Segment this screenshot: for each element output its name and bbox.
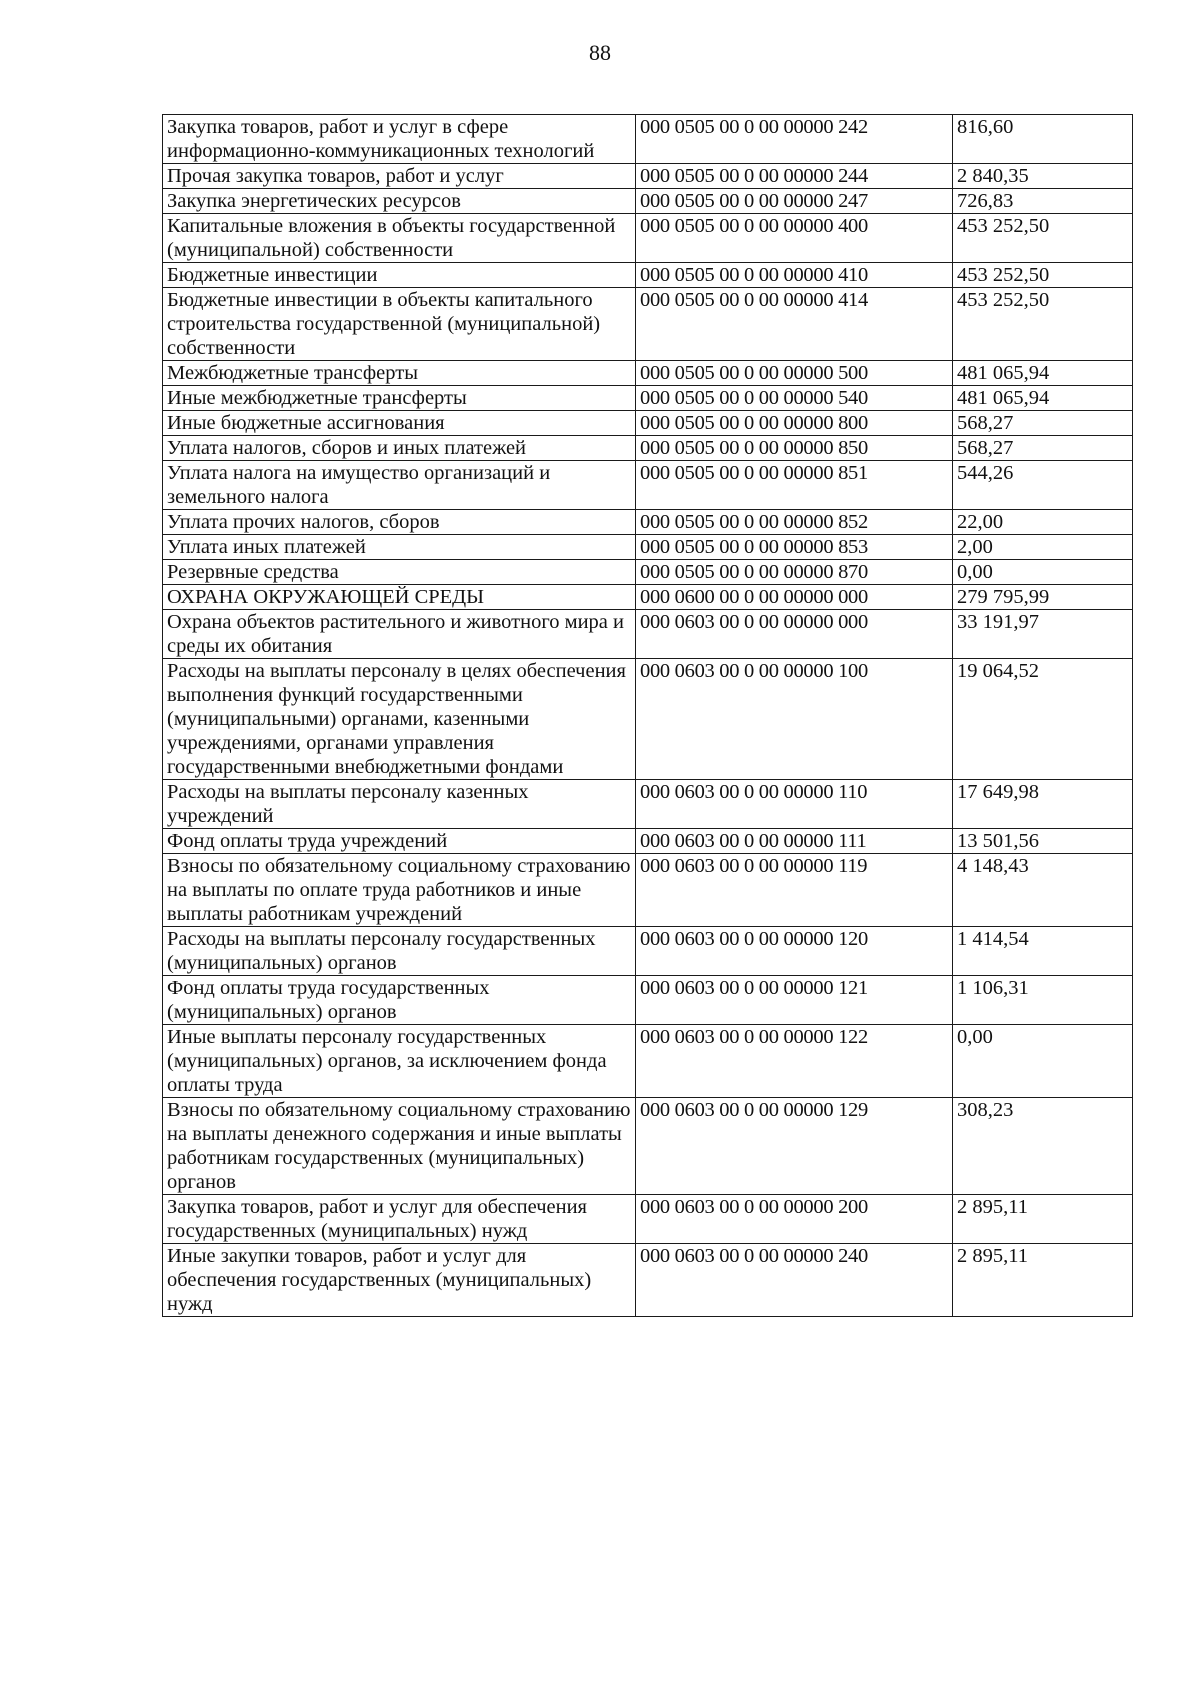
row-code-cell: 000 0505 00 0 00 00000 540 (636, 386, 953, 411)
row-name-cell: Расходы на выплаты персоналу казенных учреждений (163, 780, 636, 829)
row-name-cell: Уплата иных платежей (163, 535, 636, 560)
table-row (163, 1195, 1133, 1244)
row-amount-cell: 1 414,54 (953, 927, 1133, 976)
row-name-cell: Закупка товаров, работ и услуг для обеспечения государственных (муниципальных) нужд (163, 1195, 636, 1244)
row-code-cell: 000 0505 00 0 00 00000 500 (636, 361, 953, 386)
table-row (163, 560, 1133, 585)
row-code-cell: 000 0505 00 0 00 00000 400 (636, 214, 953, 263)
table-row (163, 214, 1133, 263)
row-code-cell: 000 0505 00 0 00 00000 410 (636, 263, 953, 288)
row-code-cell: 000 0603 00 0 00 00000 000 (636, 610, 953, 659)
row-name-cell: Расходы на выплаты персоналу государственных (муниципальных) органов (163, 927, 636, 976)
budget-table (162, 114, 1133, 1317)
row-code-cell: 000 0603 00 0 00 00000 122 (636, 1025, 953, 1098)
page-number: 88 (589, 40, 611, 65)
table-row (163, 263, 1133, 288)
row-code-cell: 000 0505 00 0 00 00000 850 (636, 436, 953, 461)
row-amount-cell: 481 065,94 (953, 361, 1133, 386)
table-row (163, 610, 1133, 659)
row-name-cell: Взносы по обязательному социальному страхованию на выплаты денежного содержания и иные выплаты работникам государственных (муниципальных) органов (163, 1098, 636, 1195)
row-code-cell: 000 0603 00 0 00 00000 110 (636, 780, 953, 829)
row-amount-cell: 568,27 (953, 411, 1133, 436)
budget-table-body (163, 115, 1133, 1317)
table-row (163, 510, 1133, 535)
table-row (163, 386, 1133, 411)
row-code-cell: 000 0603 00 0 00 00000 129 (636, 1098, 953, 1195)
row-code-cell: 000 0505 00 0 00 00000 247 (636, 189, 953, 214)
table-row (163, 1098, 1133, 1195)
table-row (163, 854, 1133, 927)
row-code-cell: 000 0505 00 0 00 00000 242 (636, 115, 953, 164)
row-code-cell: 000 0603 00 0 00 00000 240 (636, 1244, 953, 1317)
row-name-cell: Взносы по обязательному социальному страхованию на выплаты по оплате труда работников и иные выплаты работникам учреждений (163, 854, 636, 927)
row-code-cell: 000 0603 00 0 00 00000 200 (636, 1195, 953, 1244)
table-row (163, 189, 1133, 214)
row-amount-cell: 1 106,31 (953, 976, 1133, 1025)
table-row (163, 659, 1133, 780)
row-name-cell: Уплата налога на имущество организаций и земельного налога (163, 461, 636, 510)
row-name-cell: Фонд оплаты труда учреждений (163, 829, 636, 854)
row-amount-cell: 816,60 (953, 115, 1133, 164)
row-amount-cell: 481 065,94 (953, 386, 1133, 411)
row-amount-cell: 0,00 (953, 1025, 1133, 1098)
row-amount-cell: 13 501,56 (953, 829, 1133, 854)
table-row (163, 585, 1133, 610)
table-row (163, 115, 1133, 164)
row-amount-cell: 2 895,11 (953, 1244, 1133, 1317)
table-row (163, 461, 1133, 510)
table-row (163, 976, 1133, 1025)
row-amount-cell: 308,23 (953, 1098, 1133, 1195)
row-amount-cell: 0,00 (953, 560, 1133, 585)
row-amount-cell: 2 895,11 (953, 1195, 1133, 1244)
row-name-cell: Резервные средства (163, 560, 636, 585)
row-code-cell: 000 0505 00 0 00 00000 852 (636, 510, 953, 535)
row-code-cell: 000 0505 00 0 00 00000 851 (636, 461, 953, 510)
row-name-cell: Иные межбюджетные трансферты (163, 386, 636, 411)
row-code-cell: 000 0600 00 0 00 00000 000 (636, 585, 953, 610)
row-amount-cell: 22,00 (953, 510, 1133, 535)
row-code-cell: 000 0603 00 0 00 00000 111 (636, 829, 953, 854)
row-name-cell: Межбюджетные трансферты (163, 361, 636, 386)
row-amount-cell: 453 252,50 (953, 214, 1133, 263)
row-code-cell: 000 0603 00 0 00 00000 121 (636, 976, 953, 1025)
row-name-cell: Охрана объектов растительного и животного мира и среды их обитания (163, 610, 636, 659)
row-name-cell: Капитальные вложения в объекты государственной (муниципальной) собственности (163, 214, 636, 263)
row-amount-cell: 453 252,50 (953, 263, 1133, 288)
table-row (163, 927, 1133, 976)
row-name-cell: Иные закупки товаров, работ и услуг для обеспечения государственных (муниципальных) нужд (163, 1244, 636, 1317)
row-code-cell: 000 0505 00 0 00 00000 870 (636, 560, 953, 585)
row-amount-cell: 17 649,98 (953, 780, 1133, 829)
row-code-cell: 000 0603 00 0 00 00000 119 (636, 854, 953, 927)
table-row (163, 829, 1133, 854)
row-amount-cell: 453 252,50 (953, 288, 1133, 361)
table-row (163, 780, 1133, 829)
row-name-cell: Иные бюджетные ассигнования (163, 411, 636, 436)
row-code-cell: 000 0505 00 0 00 00000 414 (636, 288, 953, 361)
row-name-cell: Прочая закупка товаров, работ и услуг (163, 164, 636, 189)
row-code-cell: 000 0505 00 0 00 00000 800 (636, 411, 953, 436)
table-row (163, 361, 1133, 386)
row-amount-cell: 33 191,97 (953, 610, 1133, 659)
table-row (163, 288, 1133, 361)
row-name-cell: Закупка энергетических ресурсов (163, 189, 636, 214)
row-name-cell: Бюджетные инвестиции (163, 263, 636, 288)
row-name-cell: Расходы на выплаты персоналу в целях обеспечения выполнения функций государственными (муниципальными) органами, казенными учреждениями, органами управления государственными внебюджетными фондами (163, 659, 636, 780)
row-amount-cell: 568,27 (953, 436, 1133, 461)
row-amount-cell: 2 840,35 (953, 164, 1133, 189)
table-row (163, 411, 1133, 436)
row-amount-cell: 19 064,52 (953, 659, 1133, 780)
table-row (163, 1025, 1133, 1098)
row-amount-cell: 544,26 (953, 461, 1133, 510)
row-amount-cell: 279 795,99 (953, 585, 1133, 610)
table-row (163, 535, 1133, 560)
row-name-cell: Фонд оплаты труда государственных (муниципальных) органов (163, 976, 636, 1025)
row-name-cell: Иные выплаты персоналу государственных (муниципальных) органов, за исключением фонда оплаты труда (163, 1025, 636, 1098)
row-code-cell: 000 0505 00 0 00 00000 853 (636, 535, 953, 560)
row-name-cell: Бюджетные инвестиции в объекты капитального строительства государственной (муниципальной) собственности (163, 288, 636, 361)
table-row (163, 1244, 1133, 1317)
row-name-cell: ОХРАНА ОКРУЖАЮЩЕЙ СРЕДЫ (163, 585, 636, 610)
row-code-cell: 000 0603 00 0 00 00000 120 (636, 927, 953, 976)
row-code-cell: 000 0603 00 0 00 00000 100 (636, 659, 953, 780)
row-code-cell: 000 0505 00 0 00 00000 244 (636, 164, 953, 189)
row-amount-cell: 4 148,43 (953, 854, 1133, 927)
row-name-cell: Уплата прочих налогов, сборов (163, 510, 636, 535)
row-amount-cell: 2,00 (953, 535, 1133, 560)
row-amount-cell: 726,83 (953, 189, 1133, 214)
table-row (163, 164, 1133, 189)
table-row (163, 436, 1133, 461)
row-name-cell: Закупка товаров, работ и услуг в сфере информационно-коммуникационных технологий (163, 115, 636, 164)
row-name-cell: Уплата налогов, сборов и иных платежей (163, 436, 636, 461)
